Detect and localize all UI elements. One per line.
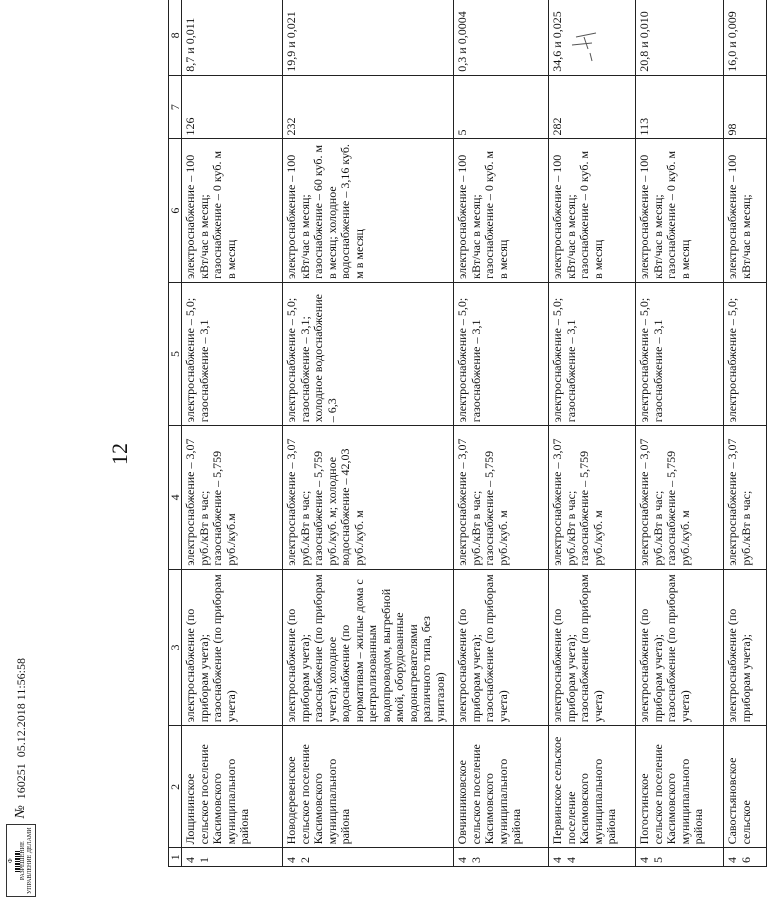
tariffs-cell: электроснабжение – 3,07 руб./кВт в час; газоснабжение – 5,759 руб./куб. м: [636, 426, 724, 569]
column-7-value: 113: [636, 75, 724, 139]
column-7-value: 232: [283, 75, 454, 139]
registration-datetime: 05.12.2018 11:56:58: [13, 657, 28, 758]
settlement-name: Новодеревенское сельское поселение Касимовского муниципального района: [283, 726, 454, 848]
norms-cell: электроснабжение – 5,0; газоснабжение – 3,1: [182, 282, 283, 425]
column-header: 5: [169, 282, 182, 425]
table-row: [724, 0, 767, 867]
volumes-cell: электроснабжение – 100 кВт/час в месяц; газоснабжение – 0 куб. м в месяц: [182, 139, 283, 282]
norms-cell: электроснабжение – 5,0; газоснабжение – 3,1: [454, 282, 549, 425]
tariffs-cell: электроснабжение – 3,07 руб./кВт в час; газоснабжение – 5,759 руб./куб. м: [454, 426, 549, 569]
services-cell: электроснабжение (по приборам учета);: [724, 569, 767, 726]
settlement-name: Савостьяновское сельское: [724, 726, 767, 848]
column-header: 1: [169, 848, 182, 867]
registration-number: 160251: [13, 763, 28, 800]
document-footer: [6, 658, 36, 897]
page-number: 12: [107, 443, 132, 465]
norms-cell: электроснабжение – 5,0; газоснабжение – 3,1: [636, 282, 724, 425]
stamp-line-2: РАЗРЕШЕНИЕ: [20, 841, 26, 881]
norms-cell: электроснабжение – 5,0; газоснабжение – 3,1; холодное водоснабжение – 6,3: [283, 282, 454, 425]
tariffs-cell: электроснабжение – 3,07 руб./кВт в час;: [724, 426, 767, 569]
services-cell: электроснабжение (по приборам учета); газоснабжение (по приборам учета): [454, 569, 549, 726]
tariffs-cell: электроснабжение – 3,07 руб./кВт в час; газоснабжение – 5,759 руб./куб. м; холодное водоснабжение – 42,03 руб./куб. м: [283, 426, 454, 569]
column-8-value: 34,6 и 0,025: [549, 0, 636, 75]
registration-stamp: [6, 824, 36, 897]
column-7-value: 126: [182, 75, 283, 139]
column-header: 4: [169, 426, 182, 569]
tariffs-cell: электроснабжение – 3,07 руб./кВт в час; газоснабжение – 5,759 руб./куб. м: [549, 426, 636, 569]
volumes-cell: электроснабжение – 100 кВт/час в месяц; газоснабжение – 0 куб. м в месяц: [454, 139, 549, 282]
volumes-cell: электроснабжение – 100 кВт/час в месяц; газоснабжение – 0 куб. м в месяц: [549, 139, 636, 282]
services-cell: электроснабжение (по приборам учета); газоснабжение (по приборам учета); холодное водоснабжение (по нормативам – жилые дома с централизованным водопроводом, выгребной ямой, оборудованные водонагревателями различного типа, без унитазов): [283, 569, 454, 726]
settlement-name: Лощининское сельское поселение Касимовского муниципального района: [182, 726, 283, 848]
column-header: 2: [169, 726, 182, 848]
column-7-value: 98: [724, 75, 767, 139]
column-8-value: 0,3 и 0,0004: [454, 0, 549, 75]
volumes-cell: электроснабжение – 100 кВт/час в месяц;: [724, 139, 767, 282]
table-row: [549, 0, 636, 867]
table-header-row: [169, 0, 182, 867]
tariffs-cell: электроснабжение – 3,07 руб./кВт в час; газоснабжение – 5,759 руб./куб.м: [182, 426, 283, 569]
row-number: 46: [724, 848, 767, 867]
column-7-value: 5: [454, 75, 549, 139]
column-header: 7: [169, 75, 182, 139]
column-8-value: 19,9 и 0,021: [283, 0, 454, 75]
services-cell: электроснабжение (по приборам учета); газоснабжение (по приборам учета): [182, 569, 283, 726]
settlement-name: Первинское сельское поселение Касимовского муниципального района: [549, 726, 636, 848]
column-header: 3: [169, 569, 182, 726]
norms-cell: электроснабжение – 5,0; газоснабжение – 3,1: [549, 282, 636, 425]
settlement-name: Погостинское сельское поселение Касимовского муниципального района: [636, 726, 724, 848]
services-cell: электроснабжение (по приборам учета); газоснабжение (по приборам учета): [549, 569, 636, 726]
table-row: [454, 0, 549, 867]
column-header: 6: [169, 139, 182, 282]
column-7-value: 282: [549, 75, 636, 139]
row-number: 42: [283, 848, 454, 867]
row-number: 45: [636, 848, 724, 867]
column-8-value: 8,7 и 0,011: [182, 0, 283, 75]
table-row: [182, 0, 283, 867]
row-number: 41: [182, 848, 283, 867]
registration-number-sign: №: [13, 805, 28, 819]
row-number: 43: [454, 848, 549, 867]
volumes-cell: электроснабжение – 100 кВт/час в месяц; газоснабжение – 60 куб. м в месяц; холодное водоснабжение – 3,16 куб. м в месяц: [283, 139, 454, 282]
column-header: 8: [169, 0, 182, 75]
row-number: 44: [549, 848, 636, 867]
tariffs-table: [168, 0, 767, 867]
column-8-value: 20,8 и 0,010: [636, 0, 724, 75]
norms-cell: электроснабжение – 5,0;: [724, 282, 767, 425]
services-cell: электроснабжение (по приборам учета); газоснабжение (по приборам учета): [636, 569, 724, 726]
stamp-line-3: УПРАВЛЕНИЕ ДЕЛАМИ: [27, 827, 33, 894]
volumes-cell: электроснабжение – 100 кВт/час в месяц; газоснабжение – 0 куб. м в месяц: [636, 139, 724, 282]
table-row: [283, 0, 454, 867]
settlement-name: Овчинниковское сельское поселение Касимовского муниципального района: [454, 726, 549, 848]
table-row: [636, 0, 724, 867]
column-8-value: 16,0 и 0,009: [724, 0, 767, 75]
stamp-line-1: Ф: [8, 858, 14, 864]
